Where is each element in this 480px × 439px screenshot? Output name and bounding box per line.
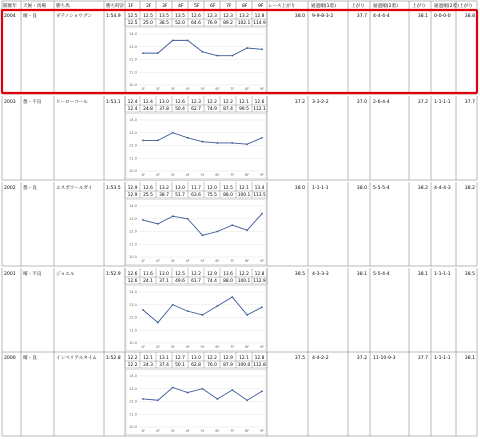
x-tick-label: 6F xyxy=(215,429,220,433)
lap-time-cell: 12.2 xyxy=(207,355,217,361)
chart-frame xyxy=(126,114,266,179)
cumulative-time-cell: 24.3 xyxy=(143,362,153,368)
header-f9: 9F xyxy=(258,4,264,9)
cumulative-time-cell: 50.4 xyxy=(175,106,185,112)
x-tick-label: 3F xyxy=(170,429,175,433)
lap-time-cell: 12.3 xyxy=(207,13,217,19)
x-tick-label: 5F xyxy=(200,173,205,177)
data-point xyxy=(157,140,159,142)
x-tick-label: 4F xyxy=(185,429,190,433)
y-tick-label: 14.0 xyxy=(128,204,137,208)
y-tick-label: 12.0 xyxy=(128,399,137,404)
lap-time-cell: 11.6 xyxy=(143,271,153,277)
data-point xyxy=(187,392,189,394)
y-tick-label: 13.0 xyxy=(128,302,137,307)
y-tick-label: 13.0 xyxy=(128,216,137,221)
header-f7: 7F xyxy=(226,4,232,9)
x-tick-label: 7F xyxy=(230,259,235,263)
agari-3-cell: 38.5 xyxy=(464,271,475,277)
lap-time-cell: 13.2 xyxy=(159,185,169,191)
passing-order-2-cell: 4-4-4-4 xyxy=(373,13,390,19)
passing-order-3-cell: 1-1-1-1 xyxy=(434,99,451,105)
lap-time-cell: 13.0 xyxy=(191,355,201,361)
lap-time-cell: 12.2 xyxy=(239,271,249,277)
lap-time-cell: 12.9 xyxy=(127,185,138,191)
race-row xyxy=(4,184,475,265)
data-point xyxy=(231,224,233,226)
y-tick-label: 13.0 xyxy=(128,386,137,391)
data-point xyxy=(216,142,218,144)
x-tick-label: 9F xyxy=(259,345,265,349)
header-f5: 5F xyxy=(194,4,200,9)
cumulative-time-cell: 24.8 xyxy=(143,106,153,112)
winner-cell: ダテノショウグン xyxy=(56,13,93,19)
x-tick-label: 6F xyxy=(215,87,220,91)
time-cell: 1:53.1 xyxy=(106,99,121,105)
agari-1-cell: 37.0 xyxy=(356,99,367,105)
cumulative-time-cell: 112.1 xyxy=(253,106,266,112)
x-tick-label: 1F xyxy=(140,259,146,263)
winner-cell: ジョエル xyxy=(56,271,75,277)
cumulative-time-cell: 12.2 xyxy=(127,362,138,368)
lap-time-cell: 12.8 xyxy=(254,355,265,361)
cumulative-time-cell: 12.5 xyxy=(127,20,138,26)
y-tick-label: 10.0 xyxy=(128,425,137,429)
y-tick-label: 12.0 xyxy=(128,143,137,148)
header-time: 勝ち時計 xyxy=(106,4,125,9)
cumulative-time-cell: 88.0 xyxy=(223,192,233,198)
time-cell: 1:52.9 xyxy=(106,271,121,277)
lap-time-cell: 12.6 xyxy=(175,99,185,105)
data-point xyxy=(172,304,174,306)
cumulative-time-cell: 38.7 xyxy=(159,192,169,198)
passing-order-3-cell: 0-0-0-0 xyxy=(434,13,451,19)
x-tick-label: 1F xyxy=(140,87,146,91)
data-point xyxy=(142,309,144,311)
year-cell: 2003 xyxy=(4,99,16,105)
header-cond: 天候・馬場 xyxy=(23,4,46,9)
data-point xyxy=(231,55,233,57)
cumulative-time-cell: 113.5 xyxy=(253,192,266,198)
x-tick-label: 5F xyxy=(200,87,205,91)
race-row xyxy=(4,98,475,179)
lap-time-cell: 12.9 xyxy=(207,271,217,277)
lap-time-cell: 12.4 xyxy=(127,99,138,105)
lap-time-cell: 13.4 xyxy=(254,185,265,191)
agari-3-cell: 38.2 xyxy=(464,185,475,191)
lap-time-cell: 12.6 xyxy=(254,99,265,105)
year-cell: 2001 xyxy=(4,271,16,277)
lap-time-cell: 13.0 xyxy=(175,185,185,191)
passing-order-3-cell: 1-1-1-1 xyxy=(434,271,451,277)
y-tick-label: 12.0 xyxy=(128,229,137,234)
cumulative-time-cell: 74.9 xyxy=(207,106,217,112)
cumulative-time-cell: 62.8 xyxy=(191,362,201,368)
lap-time-cell: 11.7 xyxy=(191,185,201,191)
x-tick-label: 7F xyxy=(230,173,235,177)
data-point xyxy=(231,389,233,391)
y-tick-label: 12.0 xyxy=(128,315,137,320)
time-cell: 1:52.8 xyxy=(106,355,121,361)
x-tick-label: 9F xyxy=(259,259,265,263)
lap-time-cell: 12.5 xyxy=(223,185,233,191)
cumulative-time-cell: 64.6 xyxy=(191,20,201,26)
y-tick-label: 10.0 xyxy=(128,83,137,87)
header-row xyxy=(3,2,473,9)
race-row xyxy=(4,12,475,93)
year-cell: 2002 xyxy=(4,185,16,191)
cumulative-time-cell: 52.0 xyxy=(175,20,185,26)
data-point xyxy=(202,141,204,143)
x-tick-label: 1F xyxy=(140,429,146,433)
data-point xyxy=(216,305,218,307)
cumulative-time-cell: 100.1 xyxy=(237,192,251,198)
year-cell: 2000 xyxy=(4,355,16,361)
condition-cell: 晴・良 xyxy=(23,355,37,361)
y-tick-label: 13.0 xyxy=(128,44,137,49)
cumulative-time-cell: 12.9 xyxy=(127,192,138,198)
passing-order-2-cell: 11-10-9-3 xyxy=(373,355,396,361)
x-tick-label: 7F xyxy=(230,429,235,433)
agari-2-cell: 37.2 xyxy=(417,99,428,105)
lap-time-cell: 12.7 xyxy=(175,355,185,361)
x-tick-label: 2F xyxy=(155,429,160,433)
y-tick-label: 13.0 xyxy=(128,130,137,135)
cumulative-time-cell: 89.2 xyxy=(223,20,233,26)
passing-order-2-cell: 2-6-4-4 xyxy=(373,99,390,105)
lap-time-cell: 13.2 xyxy=(239,13,249,19)
time-cell: 1:54.9 xyxy=(106,13,121,19)
winner-cell: エスポワールガイ xyxy=(56,185,93,191)
condition-cell: 曇・良 xyxy=(23,185,37,191)
lap-time-cell: 12.4 xyxy=(143,99,153,105)
cumulative-time-cell: 75.5 xyxy=(207,192,217,198)
cumulative-time-cell: 87.4 xyxy=(223,106,233,112)
cumulative-time-cell: 87.9 xyxy=(223,362,233,368)
data-point xyxy=(246,229,248,231)
passing-order-1-cell: 9-9-8-3-2 xyxy=(312,13,334,19)
x-tick-label: 3F xyxy=(170,259,175,263)
data-point xyxy=(187,310,189,312)
header-f1: 1F xyxy=(128,4,134,9)
data-point xyxy=(187,39,189,41)
data-point xyxy=(261,137,263,139)
header-agari1: 上がり xyxy=(351,4,365,9)
y-tick-label: 11.0 xyxy=(128,70,137,75)
passing-order-3-cell: 4-4-4-3 xyxy=(434,185,451,191)
x-tick-label: 1F xyxy=(140,173,146,177)
cumulative-time-cell: 114.9 xyxy=(253,20,266,26)
lap-line-chart xyxy=(126,286,266,351)
passing-order-3-cell: 1-1-1-1 xyxy=(434,355,451,361)
passing-order-1-cell: 4-4-2-2 xyxy=(312,355,329,361)
data-point xyxy=(157,322,159,324)
lap-time-cell: 12.2 xyxy=(207,99,217,105)
chart-frame xyxy=(126,370,266,435)
passing-order-2-cell: 5-5-5-4 xyxy=(373,185,390,191)
cumulative-time-cell: 100.1 xyxy=(237,278,251,284)
condition-cell: 晴・不良 xyxy=(23,271,42,277)
x-tick-label: 5F xyxy=(200,345,205,349)
y-tick-label: 11.0 xyxy=(128,328,137,333)
race-last3-cell: 37.2 xyxy=(294,99,305,105)
x-tick-label: 4F xyxy=(185,173,190,177)
y-tick-label: 11.0 xyxy=(128,412,137,417)
header-year: 開催年 xyxy=(3,4,17,9)
x-tick-label: 8F xyxy=(245,87,250,91)
data-point xyxy=(202,234,204,236)
lap-line-chart xyxy=(126,200,266,265)
race-last3-cell: 38.0 xyxy=(294,185,305,191)
cumulative-time-cell: 112.8 xyxy=(253,362,266,368)
cumulative-time-cell: 76.9 xyxy=(207,20,217,26)
data-point xyxy=(157,52,159,54)
x-tick-label: 5F xyxy=(200,259,205,263)
agari-1-cell: 37.2 xyxy=(356,355,367,361)
header-f2: 2F xyxy=(146,4,152,9)
cumulative-time-cell: 88.0 xyxy=(223,278,233,284)
x-tick-label: 5F xyxy=(200,429,205,433)
lap-time-cell: 12.6 xyxy=(191,13,201,19)
y-tick-label: 12.0 xyxy=(128,57,137,62)
x-tick-label: 6F xyxy=(215,345,220,349)
lap-time-cell: 12.2 xyxy=(191,271,201,277)
race-last3-cell: 38.0 xyxy=(294,13,305,19)
x-tick-label: 9F xyxy=(259,429,265,433)
cumulative-time-cell: 25.5 xyxy=(143,192,153,198)
winner-cell: インペリアルタイム xyxy=(56,355,97,361)
agari-3-cell: 38.1 xyxy=(464,355,475,361)
condition-cell: 曇・不良 xyxy=(23,99,42,105)
lap-time-cell: 12.6 xyxy=(127,271,138,277)
cumulative-time-cell: 49.6 xyxy=(175,278,185,284)
lap-time-cell: 12.1 xyxy=(239,99,249,105)
agari-2-cell: 37.7 xyxy=(417,355,428,361)
data-point xyxy=(202,51,204,53)
lap-time-cell: 12.1 xyxy=(143,355,153,361)
passing-order-1-cell: 3-3-2-2 xyxy=(312,99,329,105)
data-point xyxy=(142,398,144,400)
race-rows xyxy=(4,12,475,435)
x-tick-label: 3F xyxy=(170,173,175,177)
lap-time-cell: 12.8 xyxy=(254,13,265,19)
time-cell: 1:53.5 xyxy=(106,185,121,191)
y-tick-label: 10.0 xyxy=(128,169,137,173)
data-point xyxy=(202,314,204,316)
cumulative-time-cell: 25.0 xyxy=(143,20,153,26)
header-f8: 8F xyxy=(242,4,248,9)
agari-1-cell: 37.7 xyxy=(356,13,367,19)
header-f6: 6F xyxy=(210,4,216,9)
header-pos2: 通過順(2着) xyxy=(373,4,398,9)
cumulative-time-cell: 37.8 xyxy=(159,106,169,112)
lap-time-cell: 13.1 xyxy=(159,355,169,361)
passing-order-1-cell: 4-3-3-3 xyxy=(312,271,329,277)
lap-time-cell: 12.2 xyxy=(127,355,138,361)
race-last3-cell: 38.5 xyxy=(294,271,305,277)
lap-time-cell: 12.9 xyxy=(223,355,233,361)
lap-time-cell: 12.0 xyxy=(207,185,217,191)
data-point xyxy=(216,398,218,400)
lap-time-cell: 13.5 xyxy=(175,13,185,19)
agari-3-cell: 37.7 xyxy=(464,99,475,105)
x-tick-label: 2F xyxy=(155,173,160,177)
data-point xyxy=(231,296,233,298)
x-tick-label: 1F xyxy=(140,345,146,349)
chart-frame xyxy=(126,286,266,351)
cumulative-time-cell: 38.5 xyxy=(159,20,169,26)
agari-2-cell: 38.1 xyxy=(417,13,428,19)
data-point xyxy=(216,231,218,233)
race-row xyxy=(4,354,475,435)
data-point xyxy=(261,213,263,215)
x-tick-label: 4F xyxy=(185,87,190,91)
lap-time-cell: 12.1 xyxy=(239,355,249,361)
data-point xyxy=(172,132,174,134)
data-point xyxy=(216,55,218,57)
race-last3-cell: 37.5 xyxy=(294,355,305,361)
x-tick-label: 2F xyxy=(155,259,160,263)
cumulative-time-cell: 74.4 xyxy=(207,278,217,284)
condition-cell: 晴・良 xyxy=(23,13,37,19)
header-winner: 勝ち馬 xyxy=(56,4,70,9)
x-tick-label: 7F xyxy=(230,87,235,91)
x-tick-label: 4F xyxy=(185,259,190,263)
header-pos1: 通過順(1着) xyxy=(311,4,336,9)
cumulative-time-cell: 24.1 xyxy=(143,278,153,284)
data-point xyxy=(172,387,174,389)
y-tick-label: 14.0 xyxy=(128,118,137,122)
data-point xyxy=(157,223,159,225)
cumulative-time-cell: 50.1 xyxy=(175,362,185,368)
agari-2-cell: 38.2 xyxy=(417,185,428,191)
cumulative-time-cell: 99.5 xyxy=(239,106,249,112)
agari-2-cell: 38.1 xyxy=(417,271,428,277)
cumulative-time-cell: 12.6 xyxy=(127,278,138,284)
agari-1-cell: 38.0 xyxy=(356,185,367,191)
cumulative-time-cell: 63.6 xyxy=(191,192,201,198)
race-row xyxy=(4,270,475,351)
x-tick-label: 9F xyxy=(259,173,265,177)
cumulative-time-cell: 62.7 xyxy=(191,106,201,112)
x-tick-label: 7F xyxy=(230,345,235,349)
y-tick-label: 14.0 xyxy=(128,374,137,378)
data-point xyxy=(202,388,204,390)
passing-order-1-cell: 1-1-1-1 xyxy=(312,185,329,191)
year-cell: 2004 xyxy=(4,13,16,19)
y-tick-label: 10.0 xyxy=(128,255,137,259)
x-tick-label: 8F xyxy=(245,429,250,433)
header-f4: 4F xyxy=(178,4,184,9)
x-tick-label: 2F xyxy=(155,345,160,349)
lap-time-cell: 12.3 xyxy=(191,99,201,105)
lap-time-cell: 12.5 xyxy=(127,13,138,19)
x-tick-label: 6F xyxy=(215,173,220,177)
lap-time-cell: 12.2 xyxy=(223,99,233,105)
header-last3: レース上がり xyxy=(268,4,296,9)
cumulative-time-cell: 76.0 xyxy=(207,362,217,368)
cumulative-time-cell: 102.1 xyxy=(237,20,251,26)
lap-line-chart xyxy=(126,28,266,93)
header-agari3: 上がり xyxy=(459,4,473,9)
lap-time-cell: 12.5 xyxy=(175,271,185,277)
cumulative-time-cell: 112.9 xyxy=(253,278,266,284)
data-point xyxy=(246,314,248,316)
passing-order-2-cell: 5-5-4-4 xyxy=(373,271,390,277)
cumulative-time-cell: 37.4 xyxy=(159,362,169,368)
agari-1-cell: 38.1 xyxy=(356,271,367,277)
lap-time-cell: 12.8 xyxy=(254,271,265,277)
cumulative-time-cell: 37.1 xyxy=(159,278,169,284)
header-f3: 3F xyxy=(162,4,168,9)
lap-time-cell: 12.5 xyxy=(143,13,153,19)
x-tick-label: 3F xyxy=(170,87,175,91)
data-point xyxy=(157,399,159,401)
chart-frame xyxy=(126,28,266,93)
y-tick-label: 10.0 xyxy=(128,341,137,345)
x-tick-label: 8F xyxy=(245,345,250,349)
lap-time-cell: 13.0 xyxy=(159,99,169,105)
x-tick-label: 4F xyxy=(185,345,190,349)
header-pos3: 通過順(2着) xyxy=(434,4,459,9)
x-tick-label: 6F xyxy=(215,259,220,263)
x-tick-label: 9F xyxy=(259,87,265,91)
data-point xyxy=(172,215,174,217)
y-tick-label: 11.0 xyxy=(128,156,137,161)
y-tick-label: 14.0 xyxy=(128,32,137,36)
data-point xyxy=(187,218,189,220)
cumulative-time-cell: 61.7 xyxy=(191,278,201,284)
data-point xyxy=(246,143,248,145)
cumulative-time-cell: 100.0 xyxy=(237,362,251,368)
data-point xyxy=(261,48,263,50)
agari-3-cell: 38.8 xyxy=(464,13,475,19)
y-tick-label: 11.0 xyxy=(128,242,137,247)
data-point xyxy=(261,390,263,392)
lap-time-cell: 12.3 xyxy=(223,13,233,19)
lap-line-chart xyxy=(126,370,266,435)
lap-time-cell: 12.1 xyxy=(239,185,249,191)
x-tick-label: 8F xyxy=(245,259,250,263)
y-tick-label: 14.0 xyxy=(128,290,137,294)
data-point xyxy=(261,306,263,308)
cumulative-time-cell: 12.4 xyxy=(127,106,138,112)
data-point xyxy=(172,39,174,41)
x-tick-label: 2F xyxy=(155,87,160,91)
lap-time-cell: 12.6 xyxy=(143,185,153,191)
x-tick-label: 3F xyxy=(170,345,175,349)
lap-time-cell: 13.0 xyxy=(159,271,169,277)
data-point xyxy=(142,140,144,142)
data-point xyxy=(246,47,248,49)
data-point xyxy=(142,219,144,221)
x-tick-label: 8F xyxy=(245,173,250,177)
data-point xyxy=(246,399,248,401)
winner-cell: ヒーローコール xyxy=(56,99,88,105)
lap-line-chart xyxy=(126,114,266,179)
header-agari2: 上がり xyxy=(412,4,426,9)
chart-frame xyxy=(126,200,266,265)
data-point xyxy=(187,137,189,139)
lap-time-cell: 13.6 xyxy=(223,271,233,277)
cumulative-time-cell: 51.7 xyxy=(175,192,185,198)
data-point xyxy=(231,142,233,144)
lap-time-cell: 13.5 xyxy=(159,13,169,19)
data-point xyxy=(142,52,144,54)
